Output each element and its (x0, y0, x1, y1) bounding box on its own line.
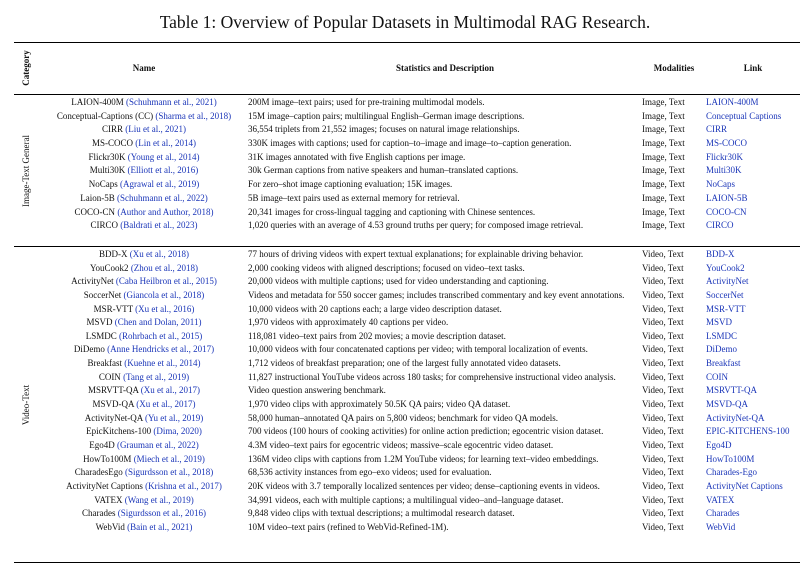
table-row (14, 507, 800, 521)
dataset-name: DiDemo (73, 344, 105, 355)
dataset-link[interactable]: MSR-VTT (706, 303, 746, 314)
modalities: Image, Text (642, 110, 685, 121)
dataset-name-cell (44, 357, 244, 371)
citation-link[interactable]: (Grauman et al., 2022) (117, 439, 199, 450)
citation-link[interactable]: (Bain et al., 2021) (127, 521, 193, 532)
table-row (14, 425, 800, 439)
dataset-name: CIRR (102, 124, 124, 135)
table-row (14, 466, 800, 480)
modalities: Video, Text (642, 358, 684, 369)
dataset-link[interactable]: MSVD (706, 317, 733, 328)
table-row (14, 137, 800, 151)
modalities: Video, Text (642, 521, 684, 532)
dataset-name-cell (44, 466, 244, 480)
dataset-link[interactable]: Ego4D (706, 439, 732, 450)
stats-description: For zero–shot image captioning evaluation; 15K images. (248, 179, 453, 190)
dataset-link[interactable]: NoCaps (706, 179, 735, 190)
citation-link[interactable]: (Dima, 2020) (153, 426, 202, 437)
dataset-name-cell (44, 398, 244, 412)
citation-link[interactable]: (Sigurdsson et al., 2016) (117, 508, 206, 519)
dataset-name: Flickr30K (88, 151, 126, 162)
citation-link[interactable]: (Xu et al., 2017) (140, 385, 200, 396)
stats-description: 10,000 videos with 20 captions each; a large video description dataset. (248, 303, 502, 314)
dataset-name: Conceptual-Captions (CC) (56, 110, 154, 121)
dataset-name-cell (44, 453, 244, 467)
dataset-name: NoCaps (88, 179, 118, 190)
citation-link[interactable]: (Kuehne et al., 2014) (124, 358, 201, 369)
dataset-name: BDD-X (99, 249, 128, 259)
dataset-name-cell (44, 507, 244, 521)
modalities: Video, Text (642, 371, 684, 382)
dataset-name: VATEX (94, 494, 123, 505)
dataset-name-cell (44, 192, 244, 206)
citation-link[interactable]: (Elliott et al., 2016) (127, 165, 199, 176)
dataset-name: COCO-CN (74, 206, 116, 217)
table-row (14, 439, 800, 453)
table-row (14, 494, 800, 508)
stats-description: 4.3M video–text pairs for egocentric videos; massive–scale egocentric video dataset. (248, 439, 554, 450)
dataset-name-cell (44, 123, 244, 137)
modalities: Video, Text (642, 426, 684, 437)
dataset-link[interactable]: BDD-X (706, 249, 735, 259)
dataset-name-cell (44, 248, 244, 262)
citation-link[interactable]: (Wang et al., 2019) (124, 494, 194, 505)
citation-link[interactable]: (Miech et al., 2019) (133, 453, 205, 464)
modalities: Video, Text (642, 453, 684, 464)
dataset-name-cell (44, 137, 244, 151)
modalities: Video, Text (642, 467, 684, 478)
stats-description: Videos and metadata for 550 soccer games; includes transcribed commentary and key event annotations. (248, 289, 625, 300)
citation-link[interactable]: (Schuhmann et al., 2021) (126, 97, 217, 107)
dataset-link[interactable]: Charades (706, 508, 740, 519)
modalities: Video, Text (642, 276, 684, 287)
table-row (14, 289, 800, 303)
table-row (14, 123, 800, 137)
modalities: Image, Text (642, 151, 685, 162)
modalities: Image, Text (642, 192, 685, 203)
modalities: Video, Text (642, 344, 684, 355)
table-row (14, 262, 800, 276)
header-link: Link (743, 63, 763, 73)
dataset-link[interactable]: MS-COCO (706, 138, 748, 149)
table-row (14, 384, 800, 398)
dataset-link[interactable]: Flickr30K (706, 151, 743, 162)
stats-description: 20,341 images for cross-lingual tagging and captioning with Chinese sentences. (248, 206, 536, 217)
dataset-name-cell (44, 316, 244, 330)
dataset-name-cell (44, 480, 244, 494)
modalities: Video, Text (642, 385, 684, 396)
stats-description: 330K images with captions; used for caption–to–image and image–to–caption generation. (248, 138, 572, 149)
category-label-image-text: Image-Text General (21, 134, 31, 207)
table-row (14, 343, 800, 357)
dataset-name-cell (44, 275, 244, 289)
citation-link[interactable]: (Sigurdsson et al., 2018) (124, 467, 214, 478)
header-name: Name (132, 63, 156, 73)
dataset-name: ActivityNet-QA (84, 412, 143, 423)
stats-description: 36,554 triplets from 21,552 images; focuses on natural image relationships. (248, 124, 520, 135)
citation-link[interactable]: (Anne Hendricks et al., 2017) (107, 344, 215, 355)
dataset-name-cell (44, 384, 244, 398)
citation-link[interactable]: (Xu et al., 2016) (135, 303, 195, 314)
table-row (14, 206, 800, 220)
table-row (14, 110, 800, 124)
dataset-link[interactable]: EPIC-KITCHENS-100 (706, 426, 790, 437)
dataset-link[interactable]: CIRR (706, 124, 728, 135)
dataset-name-cell (44, 412, 244, 426)
dataset-name: SoccerNet (83, 289, 122, 300)
stats-description: 136M video clips with captions from 1.2M YouTube videos; for learning text–video embeddings. (248, 453, 599, 464)
table-row (14, 192, 800, 206)
dataset-name: MSVD-QA (92, 399, 135, 410)
modalities: Video, Text (642, 303, 684, 314)
dataset-name-cell (44, 110, 244, 124)
stats-description: 11,827 instructional YouTube videos across 180 tasks; for comprehensive instructional video analysis. (248, 371, 616, 382)
stats-description: 10M video–text pairs (refined to WebVid-Refined-1M). (248, 521, 449, 532)
dataset-name: EpicKitchens-100 (86, 426, 152, 437)
dataset-name-cell (44, 343, 244, 357)
citation-link[interactable]: (Zhou et al., 2018) (130, 262, 199, 273)
dataset-name-cell (44, 303, 244, 317)
modalities: Video, Text (642, 439, 684, 450)
modalities: Image, Text (642, 124, 685, 135)
modalities: Video, Text (642, 262, 684, 273)
table-row (14, 521, 800, 535)
citation-link[interactable]: (Caba Heilbron et al., 2015) (115, 276, 217, 287)
stats-description: 20,000 videos with multiple captions; used for video understanding and captioning. (248, 276, 549, 287)
dataset-link[interactable]: Multi30K (706, 165, 742, 176)
dataset-name: HowTo100M (83, 453, 132, 464)
dataset-link[interactable]: WebVid (706, 521, 736, 532)
dataset-name-cell (44, 425, 244, 439)
stats-description: 700 videos (100 hours of cooking activities) for online action prediction; egocentric vision dataset. (248, 426, 604, 437)
table-row (14, 330, 800, 344)
dataset-link[interactable]: COIN (706, 371, 728, 382)
stats-description: 9,848 video clips with textual descriptions; a multimodal research dataset. (248, 508, 515, 519)
citation-link[interactable]: (Lin et al., 2014) (135, 138, 196, 149)
dataset-name-cell (44, 219, 244, 233)
modalities: Video, Text (642, 330, 684, 341)
table-row (14, 316, 800, 330)
dataset-link[interactable]: ActivityNet (706, 276, 749, 287)
dataset-link[interactable]: LAION-5B (706, 192, 748, 203)
header-rule (14, 94, 800, 95)
table-row (14, 303, 800, 317)
dataset-name: Charades (82, 508, 116, 519)
dataset-name: COIN (98, 371, 121, 382)
modalities: Video, Text (642, 289, 684, 300)
dataset-name: MS-COCO (92, 138, 134, 149)
dataset-name-cell (44, 494, 244, 508)
dataset-name: CharadesEgo (74, 467, 123, 478)
dataset-link[interactable]: ActivityNet-QA (706, 412, 765, 423)
citation-link[interactable]: (Yu et al., 2019) (145, 412, 204, 423)
citation-link[interactable]: (Krishna et al., 2017) (145, 480, 222, 491)
modalities: Video, Text (642, 249, 684, 259)
citation-link[interactable]: (Xu et al., 2017) (136, 399, 196, 410)
stats-description: 15M image–caption pairs; multilingual English–German image descriptions. (248, 110, 525, 121)
dataset-name: LAION-400M (71, 97, 124, 107)
citation-link[interactable]: (Baldrati et al., 2023) (120, 220, 198, 231)
dataset-link[interactable]: YouCook2 (706, 262, 745, 273)
table-row (14, 219, 800, 233)
stats-description: 20K videos with 3.7 temporally localized sentences per video; dense–captioning events in videos. (248, 480, 600, 491)
dataset-link[interactable]: LAION-400M (706, 97, 759, 107)
dataset-link[interactable]: Breakfast (706, 358, 741, 369)
table-row (14, 412, 800, 426)
stats-description: 30k German captions from native speakers and human–translated captions. (248, 165, 519, 176)
citation-link[interactable]: (Agrawal et al., 2019) (120, 179, 200, 190)
citation-link[interactable]: (Rohrbach et al., 2015) (119, 330, 203, 341)
table-row (14, 398, 800, 412)
dataset-link[interactable]: SoccerNet (706, 289, 744, 300)
modalities: Video, Text (642, 399, 684, 410)
dataset-name-cell (44, 371, 244, 385)
citation-link[interactable]: (Young et al., 2014) (127, 151, 200, 162)
dataset-link[interactable]: MSRVTT-QA (706, 385, 757, 396)
stats-description: 68,536 activity instances from ego–exo videos; used for evaluation. (248, 467, 492, 478)
citation-link[interactable]: (Schuhmann et al., 2022) (117, 192, 208, 203)
citation-link[interactable]: (Author and Author, 2018) (117, 206, 214, 217)
dataset-link[interactable]: DiDemo (706, 344, 737, 355)
citation-link[interactable]: (Giancola et al., 2018) (123, 289, 205, 300)
dataset-name-cell (44, 289, 244, 303)
dataset-name: Laion-5B (80, 192, 115, 203)
category-label-video-text: Video-Text (21, 384, 32, 425)
stats-description: 31K images annotated with five English captions per image. (248, 151, 466, 162)
stats-description: 1,712 videos of breakfast preparation; one of the largest fully annotated video datasets. (248, 358, 561, 369)
dataset-link[interactable]: Conceptual Captions (706, 110, 782, 121)
modalities: Image, Text (642, 206, 685, 217)
dataset-name-cell (44, 521, 244, 535)
stats-description: 200M image–text pairs; used for pre-training multimodal models. (248, 97, 485, 107)
dataset-link[interactable]: LSMDC (706, 330, 738, 341)
dataset-name: ActivityNet (71, 276, 114, 287)
table-row (14, 480, 800, 494)
modalities: Video, Text (642, 494, 684, 505)
stats-description: 1,970 videos with approximately 40 captions per video. (248, 317, 449, 328)
bottom-rule (14, 562, 800, 563)
stats-description: 77 hours of driving videos with expert textual explanations; for explainable driving behavior. (248, 249, 584, 259)
citation-link[interactable]: (Tang et al., 2019) (123, 371, 190, 382)
stats-description: 10,000 videos with four concatenated captions per video; with temporal localization of events. (248, 344, 588, 355)
table-caption: Table 1: Overview of Popular Datasets in Multimodal RAG Research. (159, 12, 651, 32)
table-row (14, 275, 800, 289)
dataset-link[interactable]: HowTo100M (706, 453, 755, 464)
dataset-name: Multi30K (89, 165, 126, 176)
stats-description: 5B image–text pairs used as external memory for retrieval. (248, 192, 460, 203)
modalities: Image, Text (642, 179, 685, 190)
dataset-link[interactable]: MSVD-QA (706, 399, 749, 410)
stats-description: 34,991 videos, each with multiple captions; a multilingual video–and–language dataset. (248, 494, 564, 505)
table-row (14, 453, 800, 467)
dataset-name-cell (44, 439, 244, 453)
dataset-name-cell (44, 96, 244, 110)
table-row (14, 248, 800, 262)
table-row (14, 96, 800, 110)
dataset-name: CIRCO (90, 220, 119, 231)
table-row (14, 151, 800, 165)
citation-link[interactable]: (Chen and Dolan, 2011) (114, 317, 202, 328)
dataset-link[interactable]: COCO-CN (706, 206, 747, 217)
dataset-name: YouCook2 (89, 262, 129, 273)
citation-link[interactable]: (Sharma et al., 2018) (155, 110, 232, 121)
modalities: Video, Text (642, 480, 684, 491)
dataset-name: WebVid (95, 521, 125, 532)
group-separator-rule (14, 246, 800, 247)
dataset-name-cell (44, 330, 244, 344)
header-category: Category (21, 50, 31, 86)
modalities: Image, Text (642, 97, 685, 107)
dataset-name: Breakfast (87, 358, 122, 369)
dataset-name: MSR-VTT (93, 303, 133, 314)
citation-link[interactable]: (Liu et al., 2021) (125, 124, 186, 135)
dataset-name-cell (44, 206, 244, 220)
dataset-name-cell (44, 164, 244, 178)
dataset-name: ActivityNet Captions (66, 480, 143, 491)
stats-description: 1,020 queries with an average of 4.53 ground truths per query; for composed image retrieval. (248, 220, 584, 231)
stats-description: 1,970 video clips with approximately 50.5K QA pairs; video QA dataset. (248, 399, 511, 410)
table-row (14, 357, 800, 371)
dataset-name-cell (44, 151, 244, 165)
image-text-rows (14, 96, 800, 233)
dataset-link[interactable]: VATEX (706, 494, 735, 505)
dataset-name: Ego4D (89, 439, 115, 450)
stats-description: 58,000 human–annotated QA pairs on 5,800 videos; benchmark for video QA models. (248, 412, 558, 423)
dataset-name-cell (44, 178, 244, 192)
table-row (14, 178, 800, 192)
table-row (14, 371, 800, 385)
table-row (14, 164, 800, 178)
modalities: Image, Text (642, 165, 685, 176)
dataset-name: MSVD (86, 317, 113, 328)
dataset-link[interactable]: Charades-Ego (706, 467, 757, 478)
stats-description: 2,000 cooking videos with aligned descriptions; focused on video–text tasks. (248, 262, 525, 273)
header-modalities: Modalities (653, 63, 695, 73)
modalities: Video, Text (642, 508, 684, 519)
video-text-rows (14, 248, 800, 534)
modalities: Video, Text (642, 317, 684, 328)
modalities: Video, Text (642, 412, 684, 423)
citation-link[interactable]: (Xu et al., 2018) (129, 249, 189, 259)
dataset-name: MSRVTT-QA (88, 385, 139, 396)
dataset-name-cell (44, 262, 244, 276)
dataset-link[interactable]: ActivityNet Captions (706, 480, 783, 491)
modalities: Image, Text (642, 220, 685, 231)
stats-description: 118,081 video–text pairs from 202 movies; a movie description dataset. (248, 330, 506, 341)
dataset-name: LSMDC (85, 330, 117, 341)
dataset-link[interactable]: CIRCO (706, 220, 734, 231)
header-stats: Statistics and Description (395, 63, 494, 73)
modalities: Image, Text (642, 138, 685, 149)
stats-description: Video question answering benchmark. (248, 385, 386, 396)
